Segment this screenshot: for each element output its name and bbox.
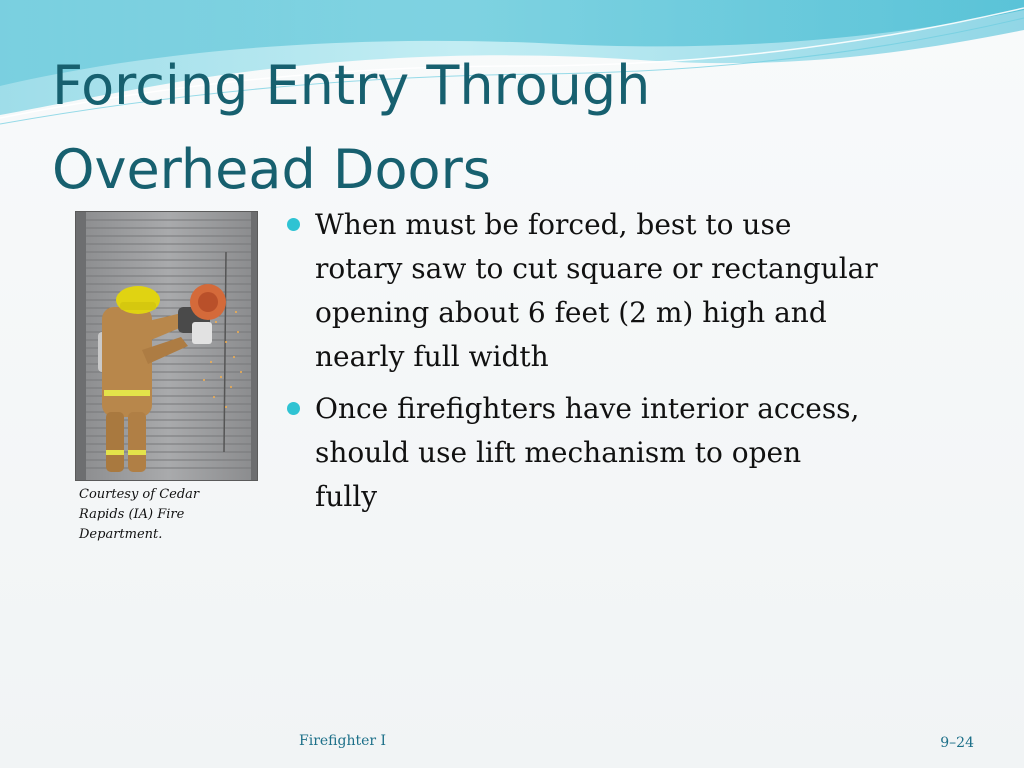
bullet-line: nearly full width xyxy=(315,340,549,373)
bullet-dot-icon xyxy=(287,218,300,231)
bullet-line: should use lift mechanism to open xyxy=(315,436,802,469)
footer-course-name: Firefighter I xyxy=(299,733,387,749)
slide-title xyxy=(52,44,752,212)
bullet-line: rotary saw to cut square or rectangular xyxy=(315,252,878,285)
bullet-line: Once firefighters have interior access, xyxy=(315,392,860,425)
bullet-item xyxy=(285,203,965,379)
bullet-line: fully xyxy=(315,480,378,513)
bullet-list xyxy=(285,203,965,527)
bullet-line: When must be forced, best to use xyxy=(315,208,792,241)
title-line: Forcing Entry Through xyxy=(52,54,651,117)
firefighter-cutting-door-photo xyxy=(76,212,257,480)
bullet-dot-icon xyxy=(287,402,300,415)
slide-number: 9–24 xyxy=(940,735,974,751)
image-caption xyxy=(79,485,249,545)
caption-line: Courtesy of Cedar xyxy=(79,487,200,502)
bullet-item xyxy=(285,387,965,519)
caption-line: Rapids (IA) Fire xyxy=(79,507,185,522)
caption-line: Department. xyxy=(79,527,163,542)
title-line: Overhead Doors xyxy=(52,138,491,201)
bullet-line: opening about 6 feet (2 m) high and xyxy=(315,296,827,329)
firefighter-photo xyxy=(75,211,258,481)
